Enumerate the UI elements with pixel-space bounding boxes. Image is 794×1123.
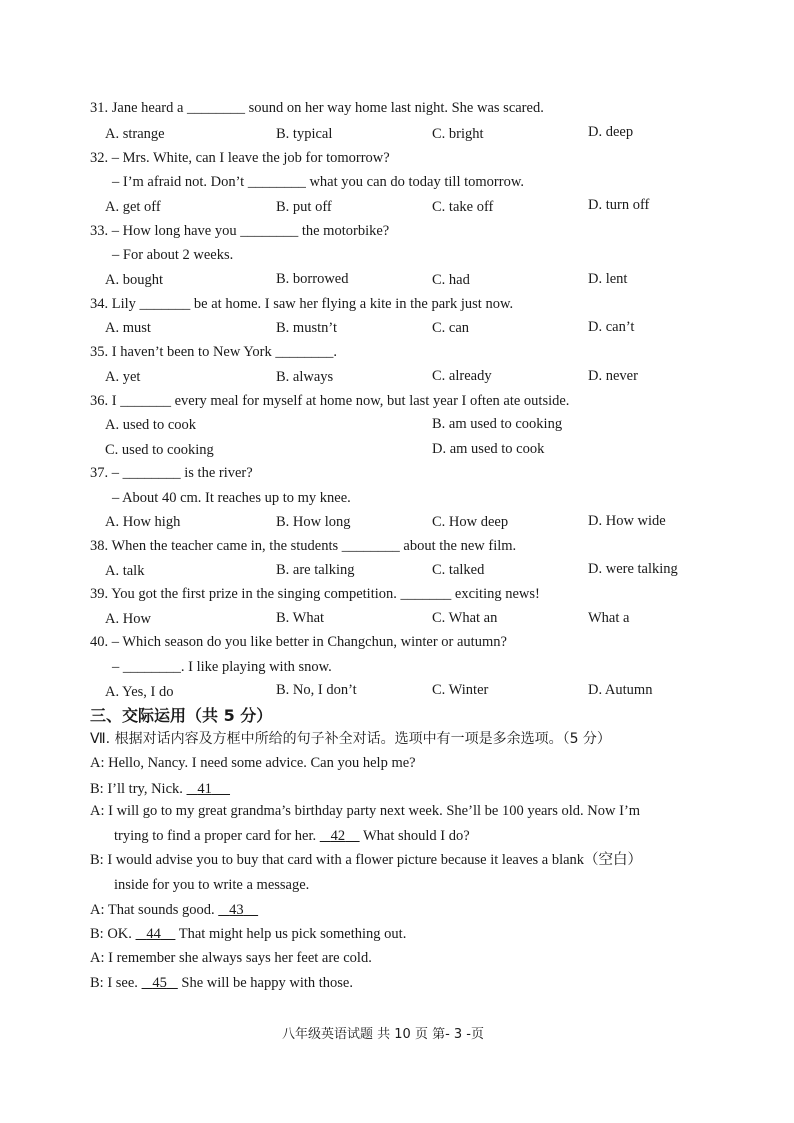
- dialogue-text: B: I’ll try, Nick.: [90, 781, 187, 797]
- q33-option-c: C. had: [432, 272, 470, 288]
- question-31-stem: 31. Jane heard a ________ sound on her way home last night. She was scared.: [90, 100, 544, 116]
- dialogue-text: trying to find a proper card for her.: [114, 828, 320, 844]
- q38-option-c: C. talked: [432, 562, 485, 578]
- dialogue-text: That might help us pick something out.: [175, 926, 407, 942]
- q31-option-d: D. deep: [588, 124, 634, 140]
- dialogue-line-8: [90, 924, 406, 944]
- dialogue-line-5: B: I would advise you to buy that card with a flower picture because it leaves a blank（空白）: [90, 852, 643, 868]
- dialogue-text: B: OK.: [90, 926, 136, 942]
- q39-option-d: What a: [588, 610, 630, 626]
- q32-option-d: D. turn off: [588, 197, 650, 213]
- question-40-stem: 40. – Which season do you like better in Changchun, winter or autumn?: [90, 634, 507, 650]
- dialogue-text: B: I see.: [90, 975, 142, 991]
- question-38-stem: 38. When the teacher came in, the students ________ about the new film.: [90, 538, 517, 554]
- question-35-stem: 35. I haven’t been to New York ________.: [90, 344, 338, 360]
- q36-option-c: C. used to cooking: [105, 442, 214, 458]
- section-instruction: Ⅶ. 根据对话内容及方框中所给的句子补全对话。选项中有一项是多余选项。（5 分）: [90, 731, 611, 747]
- dialogue-line-7: [90, 900, 258, 920]
- dialogue-line-4: [114, 826, 470, 846]
- q31-option-a: A. strange: [105, 126, 165, 142]
- question-39-stem: 39. You got the first prize in the singing competition. _______ exciting news!: [90, 586, 540, 602]
- section-title: 三、交际运用（共 5 分）: [90, 706, 273, 725]
- question-32-response: – I’m afraid not. Don’t ________ what you can do today till tomorrow.: [112, 174, 524, 190]
- question-37-stem: 37. – ________ is the river?: [90, 465, 253, 481]
- q36-option-d: D. am used to cook: [432, 441, 545, 457]
- q37-option-d: D. How wide: [588, 513, 666, 529]
- blank-41: 41: [197, 781, 212, 797]
- blank-45: 45: [152, 975, 167, 991]
- q36-option-b: B. am used to cooking: [432, 416, 563, 432]
- q38-option-a: A. talk: [105, 563, 145, 579]
- q35-option-a: A. yet: [105, 369, 141, 385]
- q35-option-d: D. never: [588, 368, 638, 384]
- dialogue-line-9: A: I remember she always says her feet are cold.: [90, 950, 372, 966]
- question-37-response: – About 40 cm. It reaches up to my knee.: [112, 490, 351, 506]
- dialogue-line-1: A: Hello, Nancy. I need some advice. Can you help me?: [90, 755, 416, 771]
- q32-option-a: A. get off: [105, 199, 161, 215]
- blank-44: 44: [146, 926, 161, 942]
- q39-option-a: A. How: [105, 611, 151, 627]
- q35-option-c: C. already: [432, 368, 492, 384]
- q40-option-d: D. Autumn: [588, 682, 653, 698]
- q31-option-c: C. bright: [432, 126, 484, 142]
- q32-option-b: B. put off: [276, 199, 332, 215]
- page-footer: 八年级英语试题 共 10 页 第- 3 -页: [282, 1027, 484, 1042]
- q31-option-b: B. typical: [276, 126, 333, 142]
- dialogue-text: A: That sounds good.: [90, 902, 219, 918]
- question-36-stem: 36. I _______ every meal for myself at home now, but last year I often ate outside.: [90, 393, 570, 409]
- q40-option-c: C. Winter: [432, 682, 489, 698]
- q40-option-a: A. Yes, I do: [105, 684, 174, 700]
- q33-option-d: D. lent: [588, 271, 628, 287]
- dialogue-line-3: A: I will go to my great grandma’s birthday party next week. She’ll be 100 years old. Now I’m: [90, 803, 641, 819]
- question-33-response: – For about 2 weeks.: [112, 247, 234, 263]
- blank-42: 42: [330, 828, 346, 844]
- q34-option-d: D. can’t: [588, 319, 635, 335]
- q37-option-b: B. How long: [276, 514, 351, 530]
- q40-option-b: B. No, I don’t: [276, 682, 357, 698]
- q38-option-b: B. are talking: [276, 562, 355, 578]
- q39-option-c: C. What an: [432, 610, 498, 626]
- q36-option-a: A. used to cook: [105, 417, 197, 433]
- dialogue-line-10: [90, 973, 353, 993]
- q38-option-d: D. were talking: [588, 561, 678, 577]
- q34-option-a: A. must: [105, 320, 151, 336]
- q33-option-a: A. bought: [105, 272, 163, 288]
- q35-option-b: B. always: [276, 369, 334, 385]
- dialogue-text: What should I do?: [359, 828, 470, 844]
- q34-option-c: C. can: [432, 320, 470, 336]
- q39-option-b: B. What: [276, 610, 325, 626]
- q37-option-a: A. How high: [105, 514, 181, 530]
- question-32-stem: 32. – Mrs. White, can I leave the job for tomorrow?: [90, 150, 390, 166]
- dialogue-line-2: [90, 779, 230, 799]
- dialogue-line-6: inside for you to write a message.: [114, 877, 310, 893]
- q33-option-b: B. borrowed: [276, 271, 349, 287]
- question-33-stem: 33. – How long have you ________ the motorbike?: [90, 223, 390, 239]
- blank-43: 43: [229, 902, 244, 918]
- q32-option-c: C. take off: [432, 199, 494, 215]
- question-34-stem: 34. Lily _______ be at home. I saw her flying a kite in the park just now.: [90, 296, 514, 312]
- dialogue-text: She will be happy with those.: [177, 975, 353, 991]
- q37-option-c: C. How deep: [432, 514, 509, 530]
- question-40-response: – ________. I like playing with snow.: [112, 659, 332, 675]
- q34-option-b: B. mustn’t: [276, 320, 337, 336]
